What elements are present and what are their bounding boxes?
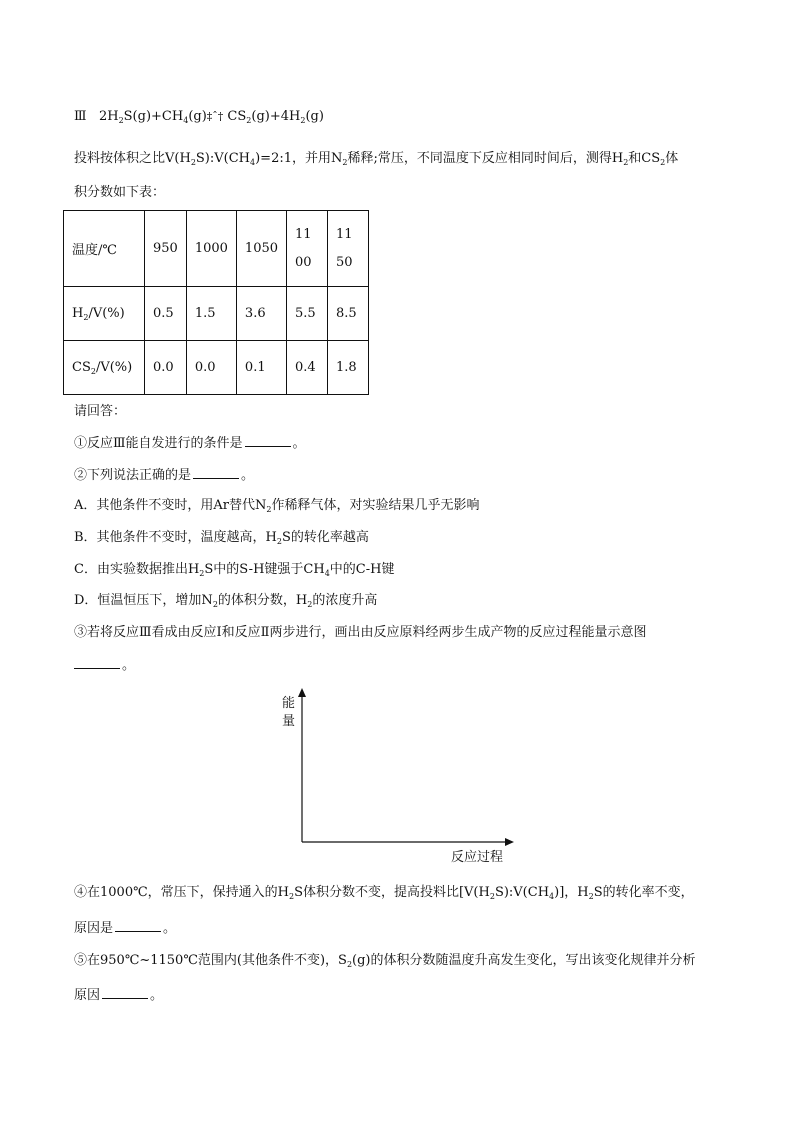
table-cell: 950 [145,211,187,287]
eq-part: (g)+4H [251,109,301,124]
eq-sub: 2 [300,116,306,125]
text: 请回答： [74,404,127,419]
data-table [63,210,369,395]
equilibrium-arrow: ‡ˆ† [206,110,224,123]
sub: 2 [266,505,272,514]
table-cell [287,211,328,287]
table-row-label [64,287,145,341]
table-row [64,211,369,287]
y-axis-arrow-icon [298,688,306,697]
table-cell: 0.1 [236,341,286,395]
answer-blank[interactable] [193,466,239,479]
sub: 2 [342,158,348,167]
text: 积分数如下表： [74,185,166,200]
table-cell: 0.4 [287,341,328,395]
text: S的转化率不变， [593,885,694,900]
table-cell: 8.5 [328,287,369,341]
text: C．由实验数据推出H [74,562,200,577]
ask-line [74,403,126,421]
reaction-label: Ⅲ [74,109,87,124]
text: )=2:1，并用N [255,151,343,166]
answer-blank[interactable] [74,656,120,669]
text: B．其他条件不变时，温度越高，H [74,530,277,545]
text: 。 [150,988,164,1003]
table-cell: 0.0 [145,341,187,395]
y-axis-label-2: 量 [282,714,296,729]
sub: 2 [199,569,205,578]
sub: 2 [588,892,594,901]
text: S):V(CH [494,885,550,900]
text: ③若将反应Ⅲ看成由反应Ⅰ和反应Ⅱ两步进行，画出由反应原料经两步生成产物的反应过程能量示意图 [74,625,647,640]
question-4-line-1 [74,884,694,906]
eq-part: CS [227,109,247,124]
question-4-line-2 [74,919,176,938]
text: ①反应Ⅲ能自发进行的条件是 [74,436,243,451]
text: ②下列说法正确的是 [74,468,192,483]
eq-part: 2H [98,109,119,124]
table-cell: 1.8 [328,341,369,395]
text: 稀释;常压，不同温度下反应相同时间后，测得H [347,151,624,166]
text: A．其他条件不变时，用Ar替代N [74,498,267,513]
sub: 4 [324,569,330,578]
table-cell [328,211,369,287]
text: (g)的体积分数随温度升高发生变化，写出该变化规律并分析 [352,953,696,968]
eq-part: S(g)+CH [123,109,184,124]
text: S):V(CH [195,151,251,166]
sub: 2 [346,960,353,969]
text: 中的C-H键 [329,562,395,577]
text: CS [72,359,91,375]
table-row-label [64,341,145,395]
table-row [64,341,369,395]
eq-sub: 2 [118,116,124,125]
question-2 [74,466,254,485]
text: )]，H [554,885,589,900]
text: S体积分数不变，提高投料比[V(H [294,885,490,900]
text: /V(%) [88,305,125,321]
sub: 4 [250,158,256,167]
text: S中的S-H键强于CH [204,562,325,577]
x-axis-arrow-icon [505,838,514,846]
text: 的体积分数，H [217,593,308,608]
text: D．恒温恒压下，增加N [74,593,213,608]
table-cell: 1000 [186,211,236,287]
reaction-3-equation [74,108,324,130]
question-3 [74,624,647,642]
table-cell: 0.0 [186,341,236,395]
question-1 [74,434,306,453]
eq-sub: 4 [183,116,189,125]
question-5-line-1 [74,952,696,974]
sub: 2 [276,537,282,546]
answer-blank[interactable] [245,434,291,447]
table-cell: 0.5 [145,287,187,341]
text: H [72,305,84,321]
text: 体 [665,151,679,166]
text: ④在1000℃，常压下，保持通入的H [74,885,289,900]
sub: 2 [489,892,495,901]
table-cell: 5.5 [287,287,328,341]
option-d [74,592,377,614]
sub: 4 [549,892,555,901]
text: 和CS [628,151,661,166]
text: ⑤在950℃~1150℃范围内(其他条件不变)，S [74,953,347,968]
answer-blank[interactable] [102,986,148,999]
text: 。 [163,921,177,936]
table-header-cell: 温度/℃ [64,211,145,287]
question-3-blank-line [74,656,135,675]
text: 。 [292,436,306,451]
sub: 2 [90,366,96,376]
question-5-line-2 [74,986,163,1005]
table-cell: 1.5 [186,287,236,341]
x-axis-label: 反应过程 [451,850,504,865]
sub: 2 [660,158,666,167]
option-b [74,529,369,551]
sub: 2 [623,158,629,167]
intro-line-2 [74,184,165,202]
eq-part: (g) [188,109,207,124]
y-axis-label-1: 能 [282,696,296,711]
text: 投料按体积之比V(H [74,151,191,166]
text: 原因是 [74,921,114,936]
text: 作稀释气体，对实验结果几乎无影响 [271,498,480,513]
eq-sub: 2 [246,116,252,125]
answer-blank[interactable] [115,919,161,932]
table-cell: 1050 [236,211,286,287]
sub: 2 [288,892,295,901]
text: 。 [122,658,136,673]
text: 。 [241,468,255,483]
text: S的转化率越高 [281,530,369,545]
sub: 2 [212,600,218,609]
intro-line-1 [74,150,678,172]
text: 原因 [74,988,101,1003]
sub: 2 [83,312,89,322]
text: /V(%) [95,359,133,375]
option-c [74,561,394,583]
text: 的浓度升高 [312,593,378,608]
table-row [64,287,369,341]
wrapped-temp: 1150 [336,226,353,270]
eq-part: (g) [305,109,324,124]
sub: 2 [190,158,196,167]
sub: 2 [307,600,313,609]
wrapped-temp: 1100 [295,226,312,270]
option-a [74,497,479,519]
table-cell: 3.6 [236,287,286,341]
